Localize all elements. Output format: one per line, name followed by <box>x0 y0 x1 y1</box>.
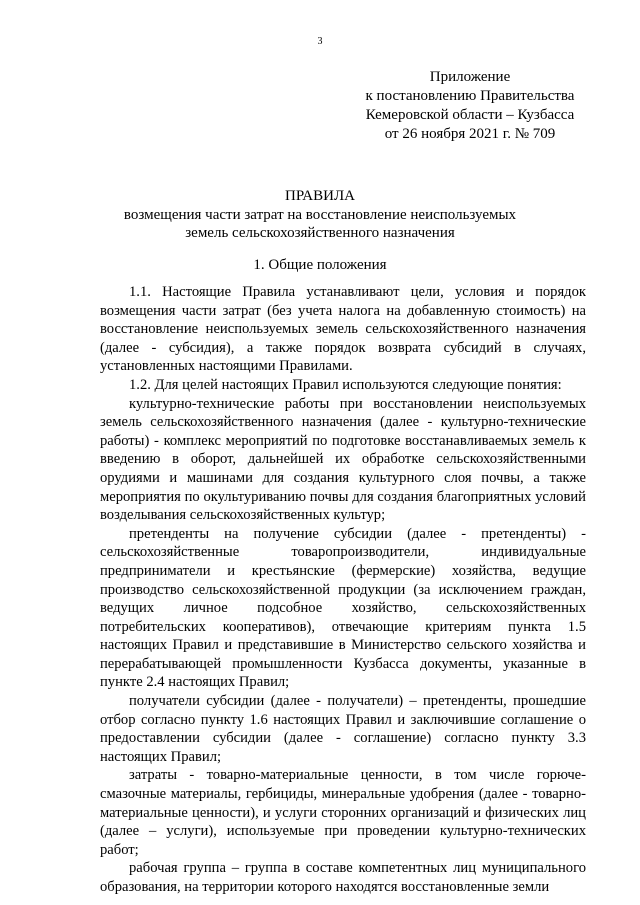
subtitle-line: земель сельскохозяйственного назначения <box>185 225 455 241</box>
appendix-line: Приложение <box>429 69 511 85</box>
paragraph: 1.1. Настоящие Правила устанавливают цели, условия и порядок возмещения части затрат (без учета налога на добавленную стоимость) на восстановление неиспользуемых земель сельскохозяйственного назначения (далее - субсидия), а также порядок возврата субсидий в случаях, установленных настоящими Правилами. <box>100 284 586 375</box>
appendix-block <box>340 68 600 144</box>
appendix-line: Кемеровской области – Кузбасса <box>365 107 575 123</box>
appendix-line: к постановлению Правительства <box>365 88 575 104</box>
subtitle-line: возмещения части затрат на восстановление неиспользуемых <box>123 207 517 223</box>
paragraph: культурно-технические работы при восстановлении неиспользуемых земель сельскохозяйственного назначения (далее - культурно-технические работы) - комплекс мероприятий по подготовке восстанавливаемых земель к введению в оборот, дальнейшей их обработке сельскохозяйственными орудиями и машинами для создания культурного слоя почвы, а также мероприятия по окультуриванию почвы для создания благоприятных условий возделывания сельскохозяйственных культур; <box>100 395 586 524</box>
paragraph: рабочая группа – группа в составе компетентных лиц муниципального образования, на территории которого находятся восстановленные земли <box>100 860 586 895</box>
paragraph: затраты - товарно-материальные ценности, в том числе горюче-смазочные материалы, гербициды, минеральные удобрения (далее - товарно-материальные ценности), и услуги сторонних организаций и физических лиц (далее – услуги), используемые при проведении культурно-технических работ; <box>100 767 586 858</box>
document-title: ПРАВИЛА <box>285 188 355 204</box>
paragraph: 1.2. Для целей настоящих Правил используются следующие понятия: <box>129 376 562 393</box>
appendix-line: от 26 ноября 2021 г. № 709 <box>384 126 556 142</box>
page-number: 3 <box>317 36 323 47</box>
document-subtitle <box>0 206 640 242</box>
paragraph: претенденты на получение субсидии (далее - претенденты) - сельскохозяйственные товаропроизводители, индивидуальные предприниматели и крестьянские (фермерские) хозяйства, ведущие производство сельскохозяйственной продукции (за исключением граждан, ведущих личное подсобное хозяйство, сельскохозяйственных потребительских кооперативов), отвечающие критериям пункта 1.5 настоящих Правил и представившие в Министерство сельского хозяйства и перерабатывающей промышленности Кузбасса документы, указанные в пункте 2.4 настоящих Правил; <box>100 525 586 691</box>
section-heading: 1. Общие положения <box>253 257 387 273</box>
document-body <box>100 283 586 897</box>
paragraph: получатели субсидии (далее - получатели) – претенденты, прошедшие отбор согласно пункту 1.6 настоящих Правил и заключившие соглашение о предоставлении субсидии (далее - соглашение) согласно пункту 3.3 настоящих Правил; <box>100 693 586 765</box>
